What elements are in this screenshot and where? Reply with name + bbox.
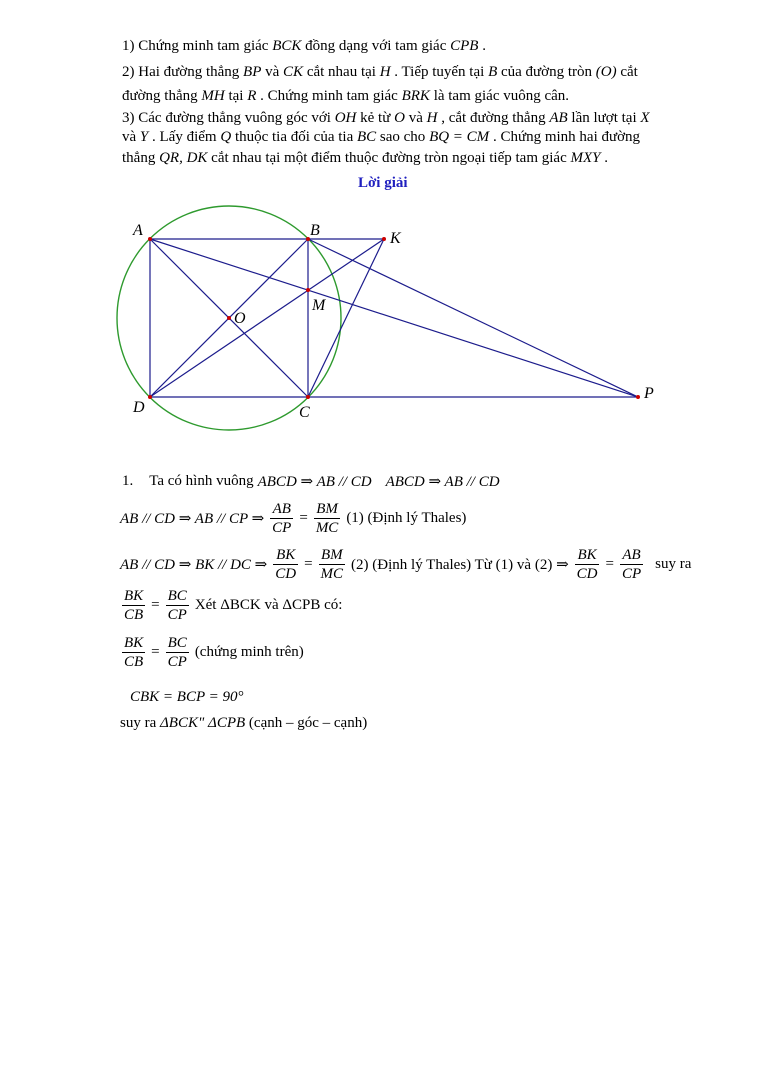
math: O bbox=[394, 110, 405, 126]
label-C: C bbox=[299, 404, 310, 421]
math: BRK bbox=[401, 88, 430, 104]
solution-line-1 bbox=[122, 472, 500, 491]
label-B: B bbox=[310, 222, 320, 239]
label-P: P bbox=[644, 385, 654, 402]
solution-line-5 bbox=[120, 634, 304, 671]
math: AB bbox=[549, 110, 568, 126]
fraction: $\frac{BM}{MC}$ bbox=[320, 547, 344, 582]
math: CPB bbox=[450, 38, 479, 54]
math: ABCD ⇒ AB // CD bbox=[257, 474, 372, 490]
math: BCK bbox=[272, 38, 302, 54]
solution-title: Lời giải bbox=[358, 175, 408, 191]
point-O bbox=[227, 316, 231, 320]
solution-line-3 bbox=[120, 546, 691, 583]
text: Ta có hình vuông bbox=[149, 473, 254, 489]
math: H bbox=[426, 110, 438, 126]
fraction: $\frac{BK}{CB}$ bbox=[124, 588, 144, 623]
geometry-figure bbox=[0, 0, 770, 440]
text: . bbox=[600, 150, 608, 166]
text: tại bbox=[224, 88, 248, 104]
text: . Chứng minh hai đường bbox=[489, 129, 641, 145]
text: 1) Chứng minh tam giác bbox=[122, 38, 273, 54]
text: cắt nhau tại bbox=[303, 64, 380, 80]
point-A bbox=[148, 237, 152, 241]
text: của đường tròn bbox=[497, 64, 596, 80]
text: thuộc tia đối của tia bbox=[231, 129, 357, 145]
item-number: 1. bbox=[122, 473, 134, 489]
math: Q bbox=[220, 129, 232, 145]
math: MXY bbox=[570, 150, 601, 166]
label-A: A bbox=[133, 222, 143, 239]
label-K: K bbox=[390, 230, 401, 247]
equals: = bbox=[151, 644, 160, 660]
math: B bbox=[488, 64, 498, 80]
fraction: $\frac{AB}{CP}$ bbox=[272, 501, 292, 536]
math: MH bbox=[201, 88, 225, 104]
math: (O) bbox=[595, 64, 617, 80]
math: CK bbox=[283, 64, 304, 80]
math: ΔBCK" ΔCPB bbox=[160, 715, 246, 731]
solution-line-7 bbox=[120, 715, 367, 732]
text: lần lượt tại bbox=[567, 110, 641, 126]
fraction: $\frac{BK}{CB}$ bbox=[124, 635, 144, 670]
text: cắt bbox=[616, 64, 638, 80]
equals: = bbox=[299, 510, 308, 526]
text: (2) (Định lý Thales) Từ (1) và (2) ⇒ bbox=[351, 557, 569, 573]
math: AB // CD ⇒ AB // CP ⇒ bbox=[120, 511, 265, 527]
text: (cạnh – góc – cạnh) bbox=[245, 715, 368, 731]
text: (chứng minh trên) bbox=[194, 644, 304, 660]
segment-CK bbox=[308, 239, 384, 397]
fraction: $\frac{BC}{CP}$ bbox=[167, 588, 187, 623]
solution-line-4 bbox=[120, 587, 342, 624]
text: suy ra bbox=[655, 556, 692, 572]
text: . bbox=[478, 38, 486, 54]
math: Y bbox=[139, 129, 149, 145]
text: 2) Hai đường thẳng bbox=[122, 64, 244, 80]
math: R bbox=[247, 88, 257, 104]
math: QR, DK bbox=[159, 150, 208, 166]
math: H bbox=[379, 64, 391, 80]
segment-BP bbox=[308, 239, 638, 397]
fraction: $\frac{BK}{CD}$ bbox=[576, 547, 598, 582]
math: AB // CD ⇒ BK // DC ⇒ bbox=[120, 557, 268, 573]
equals: = bbox=[605, 556, 614, 572]
text: . Chứng minh tam giác bbox=[256, 88, 402, 104]
text: Xét ΔBCK và ΔCPB có: bbox=[194, 597, 343, 613]
text: suy ra bbox=[120, 715, 160, 731]
math: BP bbox=[243, 64, 262, 80]
point-M bbox=[306, 288, 310, 292]
label-M: M bbox=[312, 297, 326, 314]
text: đường thẳng bbox=[122, 88, 202, 104]
math: OH bbox=[334, 110, 357, 126]
math: BC bbox=[356, 129, 377, 145]
text: và bbox=[261, 64, 284, 80]
point-K bbox=[382, 237, 386, 241]
fraction: $\frac{BM}{MC}$ bbox=[315, 501, 339, 536]
text: , cắt đường thẳng bbox=[437, 110, 550, 126]
math: ABCD ⇒ AB // CD bbox=[385, 474, 500, 490]
text: thẳng bbox=[122, 150, 160, 166]
text: là tam giác vuông cân. bbox=[429, 88, 570, 104]
fraction: $\frac{BK}{CD}$ bbox=[275, 547, 297, 582]
equals: = bbox=[304, 556, 313, 572]
fraction: $\frac{BC}{CP}$ bbox=[167, 635, 187, 670]
label-O: O bbox=[234, 310, 246, 327]
text: kẻ từ bbox=[356, 110, 395, 126]
text: và bbox=[404, 110, 427, 126]
text: cắt nhau tại một điểm thuộc đường tròn ngoại tiếp tam giác bbox=[207, 150, 571, 166]
solution-line-2 bbox=[120, 500, 466, 537]
point-C bbox=[306, 395, 310, 399]
label-D: D bbox=[133, 399, 145, 416]
fraction: $\frac{AB}{CP}$ bbox=[621, 547, 642, 582]
equals: = bbox=[151, 597, 160, 613]
segment-AP bbox=[150, 239, 638, 397]
text: và bbox=[122, 129, 140, 145]
text: đồng dạng với tam giác bbox=[301, 38, 451, 54]
text: (1) (Định lý Thales) bbox=[346, 510, 467, 526]
point-P bbox=[636, 395, 640, 399]
text: 3) Các đường thẳng vuông góc với bbox=[122, 110, 335, 126]
text: . Tiếp tuyến tại bbox=[390, 64, 489, 80]
text: . Lấy điểm bbox=[148, 129, 221, 145]
solution-line-6: CBK = BCP = 90° bbox=[130, 689, 244, 705]
math: X bbox=[640, 110, 650, 126]
text: sao cho bbox=[376, 129, 430, 145]
point-D bbox=[148, 395, 152, 399]
segment-DK bbox=[150, 239, 384, 397]
math: BQ = CM bbox=[429, 129, 490, 145]
